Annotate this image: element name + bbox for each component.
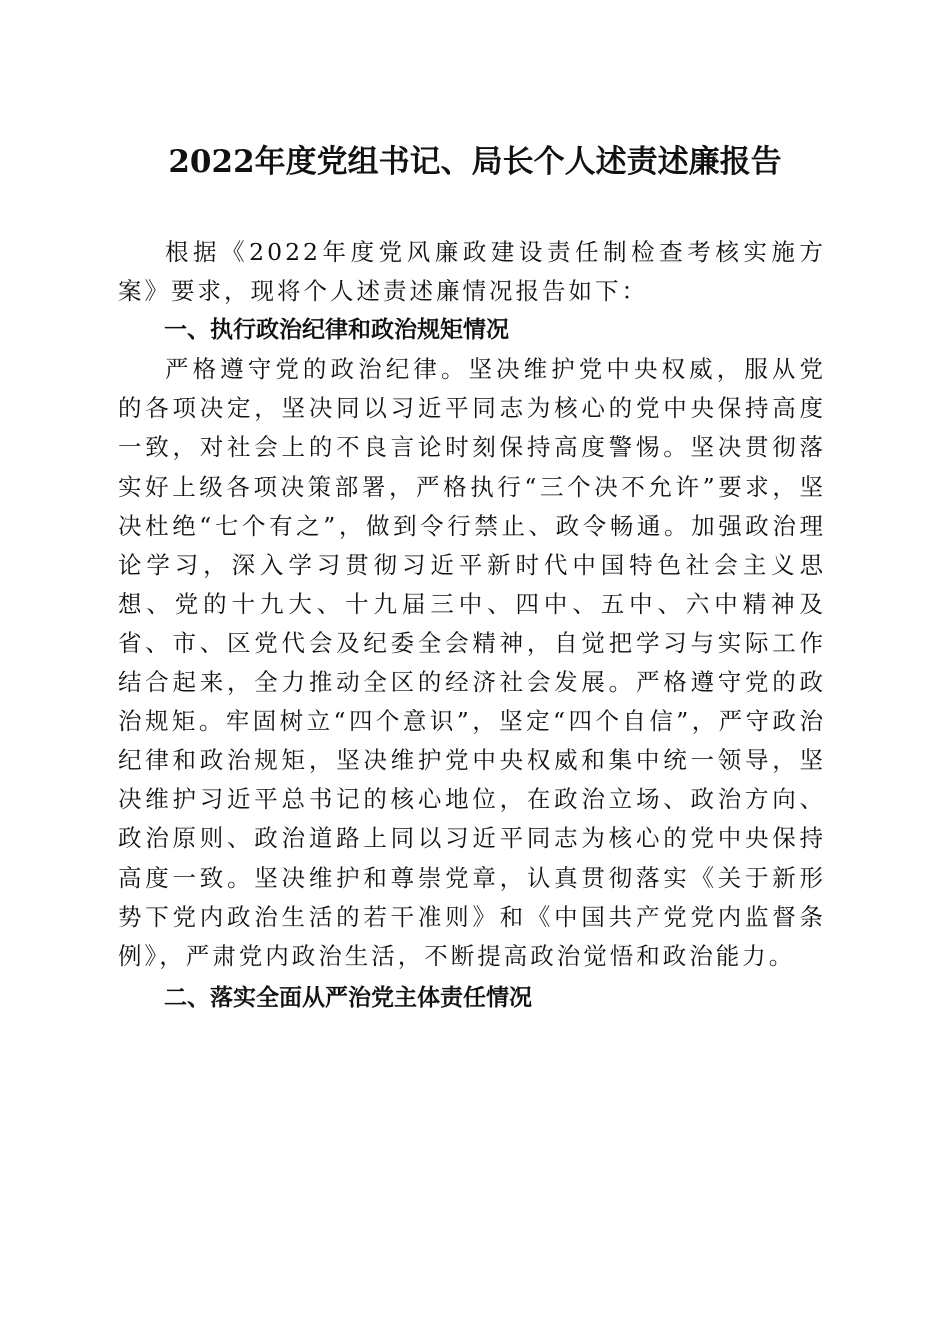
intro-paragraph: 根据《2022年度党风廉政建设责任制检查考核实施方案》要求，现将个人述责述廉情况报告如下： bbox=[118, 238, 826, 306]
section-1-paragraph: 严格遵守党的政治纪律。坚决维护党中央权威，服从党的各项决定，坚决同以习近平同志为核心的党中央保持高度一致，对社会上的不良言论时刻保持高度警惕。坚决贯彻落实好上级各项决策部署，严格执行“三个决不允许”要求，坚决杜绝“七个有之”，做到令行禁止、政令畅通。加强政治理论学习，深入学习贯彻习近平新时代中国特色社会主义思想、党的十九大、十九届三中、四中、五中、六中精神及省、市、区党代会及纪委全会精神，自觉把学习与实际工作结合起来，全力推动全区的经济社会发展。严格遵守党的政治规矩。牢固树立“四个意识”，坚定“四个自信”，严守政治纪律和政治规矩，坚决维护党中央权威和集中统一领导，坚决维护习近平总书记的核心地位，在政治立场、政治方向、政治原则、政治道路上同以习近平同志为核心的党中央保持高度一致。坚决维护和尊崇党章，认真贯彻落实《关于新形势下党内政治生活的若干准则》和《中国共产党党内监督条例》，严肃党内政治生活，不断提高政治觉悟和政治能力。 bbox=[118, 355, 826, 970]
section-2-heading: 二、落实全面从严治党主体责任情况 bbox=[164, 984, 532, 1011]
section-1-heading: 一、执行政治纪律和政治规矩情况 bbox=[164, 317, 509, 344]
document-title: 2022年度党组书记、局长个人述责述廉报告 bbox=[168, 144, 782, 180]
document-body bbox=[118, 233, 826, 1018]
